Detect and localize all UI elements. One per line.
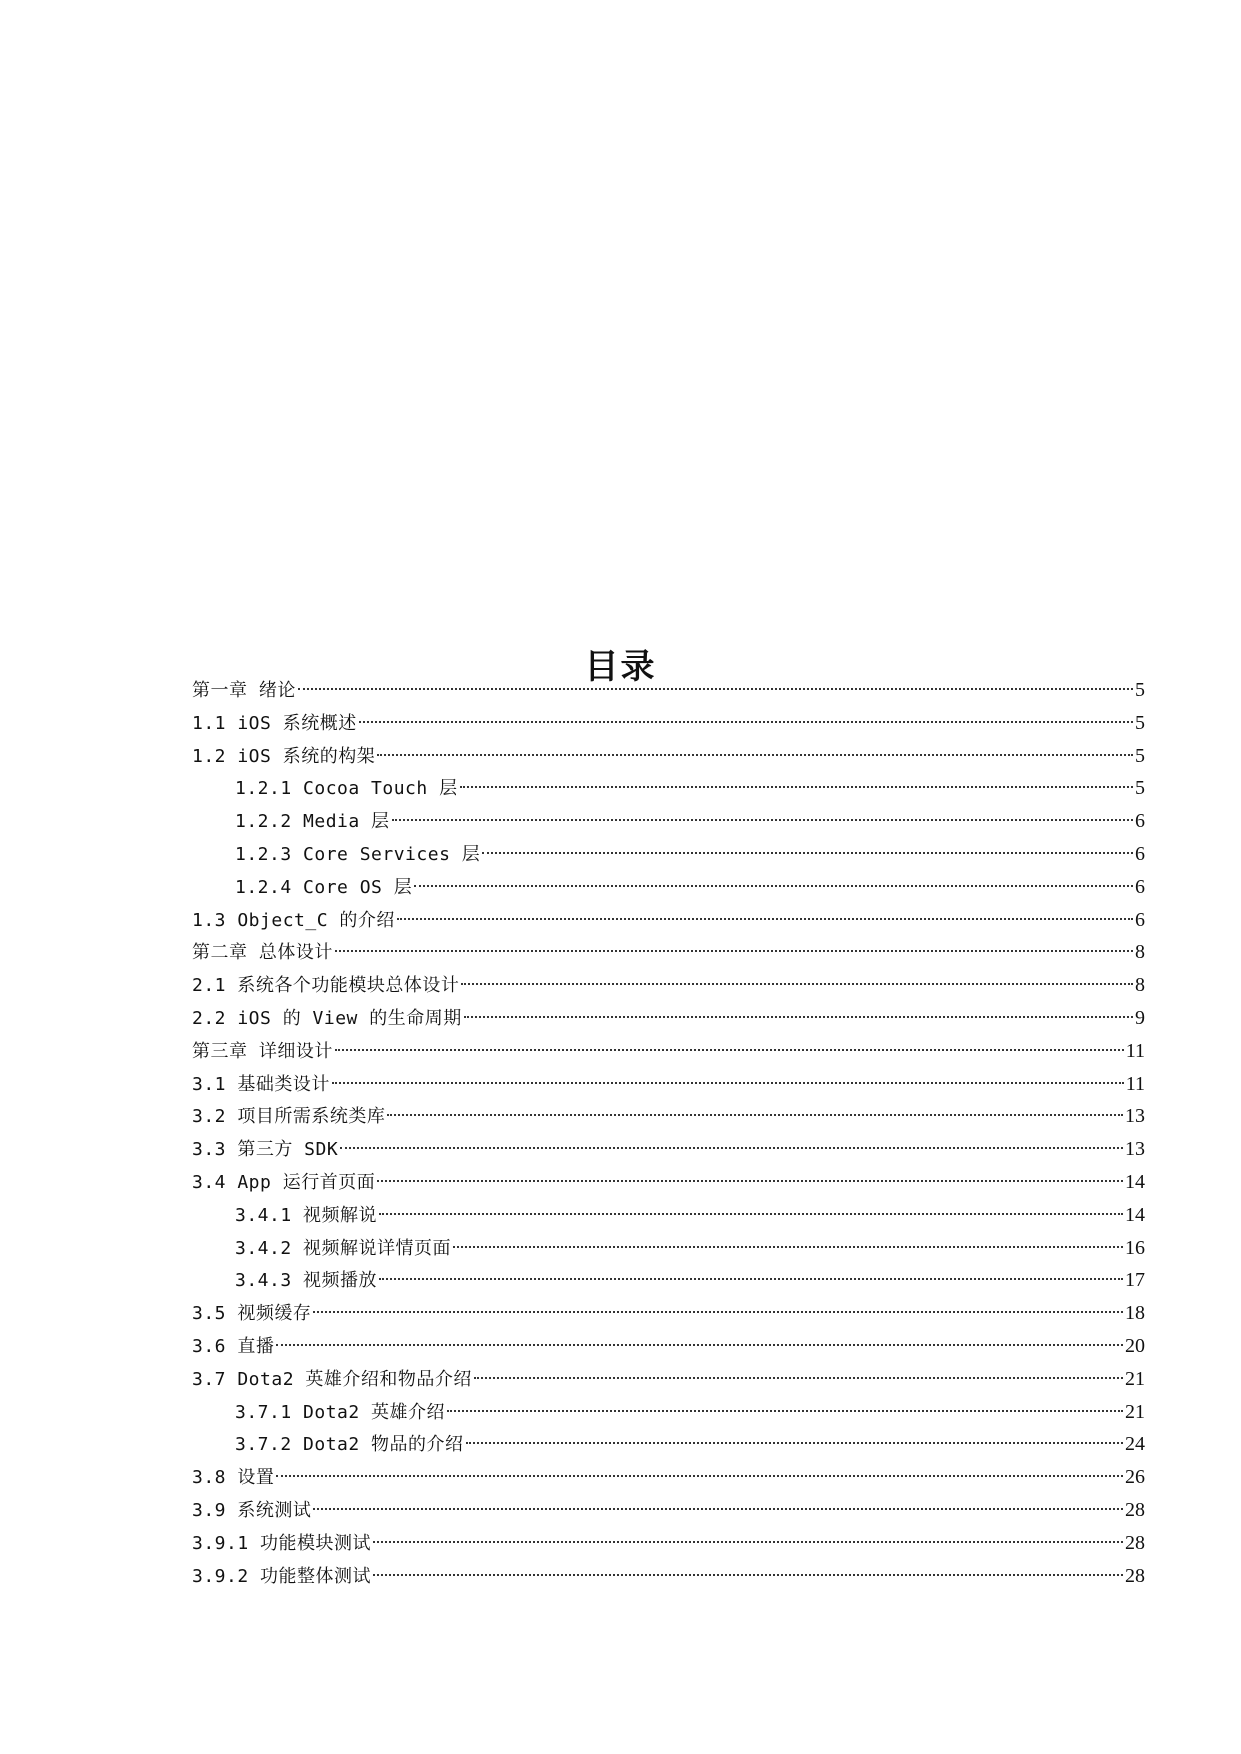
toc-page-number: 28 [1125,1498,1145,1521]
toc-entry-label: 3.7.2 Dota2 物品的介绍 [235,1434,464,1456]
toc-entry[interactable] [192,1002,1145,1035]
toc-page-number: 26 [1125,1466,1145,1489]
toc-entry-label: 第一章 绪论 [192,680,296,701]
toc-dot-leader [392,819,1133,821]
toc-entry-label: 3.9.2 功能整体测试 [192,1565,372,1587]
toc-page-number: 28 [1125,1564,1145,1587]
toc-dot-leader [313,1508,1123,1510]
toc-page-number: 8 [1135,974,1145,997]
toc-dot-leader [453,1246,1123,1248]
toc-entry-label: 1.1 iOS 系统概述 [192,712,357,734]
toc-dot-leader [359,721,1133,723]
toc-entry[interactable] [192,772,1145,805]
toc-page-number: 20 [1125,1334,1145,1357]
toc-entry-label: 3.7.1 Dota2 英雄介绍 [235,1401,446,1423]
toc-entry[interactable] [192,1428,1145,1461]
toc-entry[interactable] [192,1396,1145,1429]
toc-entry[interactable] [192,674,1145,707]
toc-entry[interactable] [192,969,1145,1002]
toc-entry-label: 3.5 视频缓存 [192,1303,312,1325]
toc-page-number: 5 [1135,744,1145,767]
toc-dot-leader [335,950,1133,952]
toc-page-number: 24 [1125,1433,1145,1456]
toc-entry-label: 3.4.2 视频解说详情页面 [235,1237,452,1259]
toc-page-number: 6 [1135,842,1145,865]
toc-entry[interactable] [192,1035,1145,1068]
toc-dot-leader [387,1114,1123,1116]
toc-dot-leader [335,1049,1124,1051]
toc-entry-label: 3.8 设置 [192,1467,275,1489]
toc-dot-leader [332,1082,1124,1084]
toc-entry[interactable] [192,1133,1145,1166]
toc-entry-label: 3.3 第三方 SDK [192,1139,339,1161]
toc-entry-label: 3.4.1 视频解说 [235,1204,378,1226]
toc-page-number: 11 [1125,1039,1145,1062]
toc-page-number: 13 [1125,1138,1145,1161]
toc-page-number: 14 [1125,1203,1145,1226]
toc-entry[interactable] [192,838,1145,871]
toc-entry-label: 第三章 详细设计 [192,1040,333,1062]
toc-entry[interactable] [192,1166,1145,1199]
toc-page-number: 5 [1135,777,1145,800]
toc-page-number: 16 [1125,1236,1145,1259]
toc-entry[interactable] [192,1232,1145,1265]
toc-page-number: 5 [1135,679,1145,701]
toc-page-number: 21 [1125,1400,1145,1423]
toc-page-number: 17 [1125,1269,1145,1292]
toc-entry[interactable] [192,707,1145,740]
toc-entry[interactable] [192,805,1145,838]
toc-entry-label: 1.2 iOS 系统的构架 [192,745,376,767]
toc-dot-leader [377,1180,1123,1182]
toc-title: 目录 [584,646,657,687]
toc-dot-leader [340,1147,1123,1149]
toc-entry[interactable] [192,1560,1145,1593]
toc-dot-leader [373,1574,1123,1576]
toc-entry[interactable] [192,1363,1145,1396]
toc-page-number: 28 [1125,1531,1145,1554]
toc-page-number: 18 [1125,1302,1145,1325]
toc-entry[interactable] [192,1297,1145,1330]
toc-entry-label: 1.2.1 Cocoa Touch 层 [235,778,458,800]
toc-entry-label: 3.4 App 运行首页面 [192,1171,376,1193]
toc-entry[interactable] [192,740,1145,773]
toc-entry[interactable] [192,1461,1145,1494]
toc-entry-label: 1.2.2 Media 层 [235,811,390,833]
toc-page-number: 14 [1125,1170,1145,1193]
toc-entry-label: 3.2 项目所需系统类库 [192,1106,386,1128]
toc-dot-leader [276,1475,1123,1477]
toc-entry[interactable] [192,871,1145,904]
toc-entry-label: 2.1 系统各个功能模块总体设计 [192,975,460,997]
toc-dot-leader [482,852,1133,854]
toc-entry-label: 1.2.4 Core OS 层 [235,876,413,898]
toc-page-number: 5 [1135,711,1145,734]
toc-dot-leader [466,1442,1123,1444]
toc-entry-label: 第二章 总体设计 [192,942,333,964]
toc-dot-leader [313,1311,1123,1313]
toc-entry[interactable] [192,1264,1145,1297]
toc-dot-leader [298,688,1133,690]
toc-dot-leader [379,1278,1123,1280]
toc-page-number: 9 [1135,1006,1145,1029]
toc-dot-leader [447,1410,1123,1412]
toc-page-number: 8 [1135,941,1145,964]
toc-entry[interactable] [192,936,1145,969]
toc-dot-leader [397,918,1133,920]
toc-entry[interactable] [192,1068,1145,1101]
toc-entry-label: 3.9 系统测试 [192,1499,312,1521]
toc-entry-label: 3.9.1 功能模块测试 [192,1532,372,1554]
toc-entry[interactable] [192,904,1145,937]
toc-dot-leader [373,1541,1123,1543]
toc-entry-label: 3.7 Dota2 英雄介绍和物品介绍 [192,1368,472,1390]
toc-dot-leader [461,983,1133,985]
toc-entry-label: 3.4.3 视频播放 [235,1270,378,1292]
toc-entry-label: 3.6 直播 [192,1335,275,1357]
toc-page-number: 13 [1125,1105,1145,1128]
toc-page-number: 6 [1135,908,1145,931]
toc-page-number: 6 [1135,875,1145,898]
toc-entry-label: 1.3 Object_C 的介绍 [192,909,395,931]
toc-list [192,674,1145,1592]
toc-dot-leader [460,786,1133,788]
toc-entry-label: 1.2.3 Core Services 层 [235,843,481,865]
toc-entry-label: 3.1 基础类设计 [192,1073,330,1095]
toc-entry-label: 2.2 iOS 的 View 的生命周期 [192,1007,462,1029]
toc-entry[interactable] [192,1330,1145,1363]
toc-entry[interactable] [192,1527,1145,1560]
toc-dot-leader [377,754,1133,756]
toc-page-number: 21 [1125,1367,1145,1390]
toc-entry[interactable] [192,1100,1145,1133]
toc-entry[interactable] [192,1494,1145,1527]
toc-dot-leader [379,1213,1123,1215]
toc-entry[interactable] [192,1199,1145,1232]
toc-dot-leader [474,1377,1123,1379]
toc-page-number: 11 [1125,1072,1145,1095]
toc-dot-leader [414,885,1133,887]
toc-dot-leader [276,1344,1123,1346]
toc-page-number: 6 [1135,810,1145,833]
toc-dot-leader [464,1016,1133,1018]
